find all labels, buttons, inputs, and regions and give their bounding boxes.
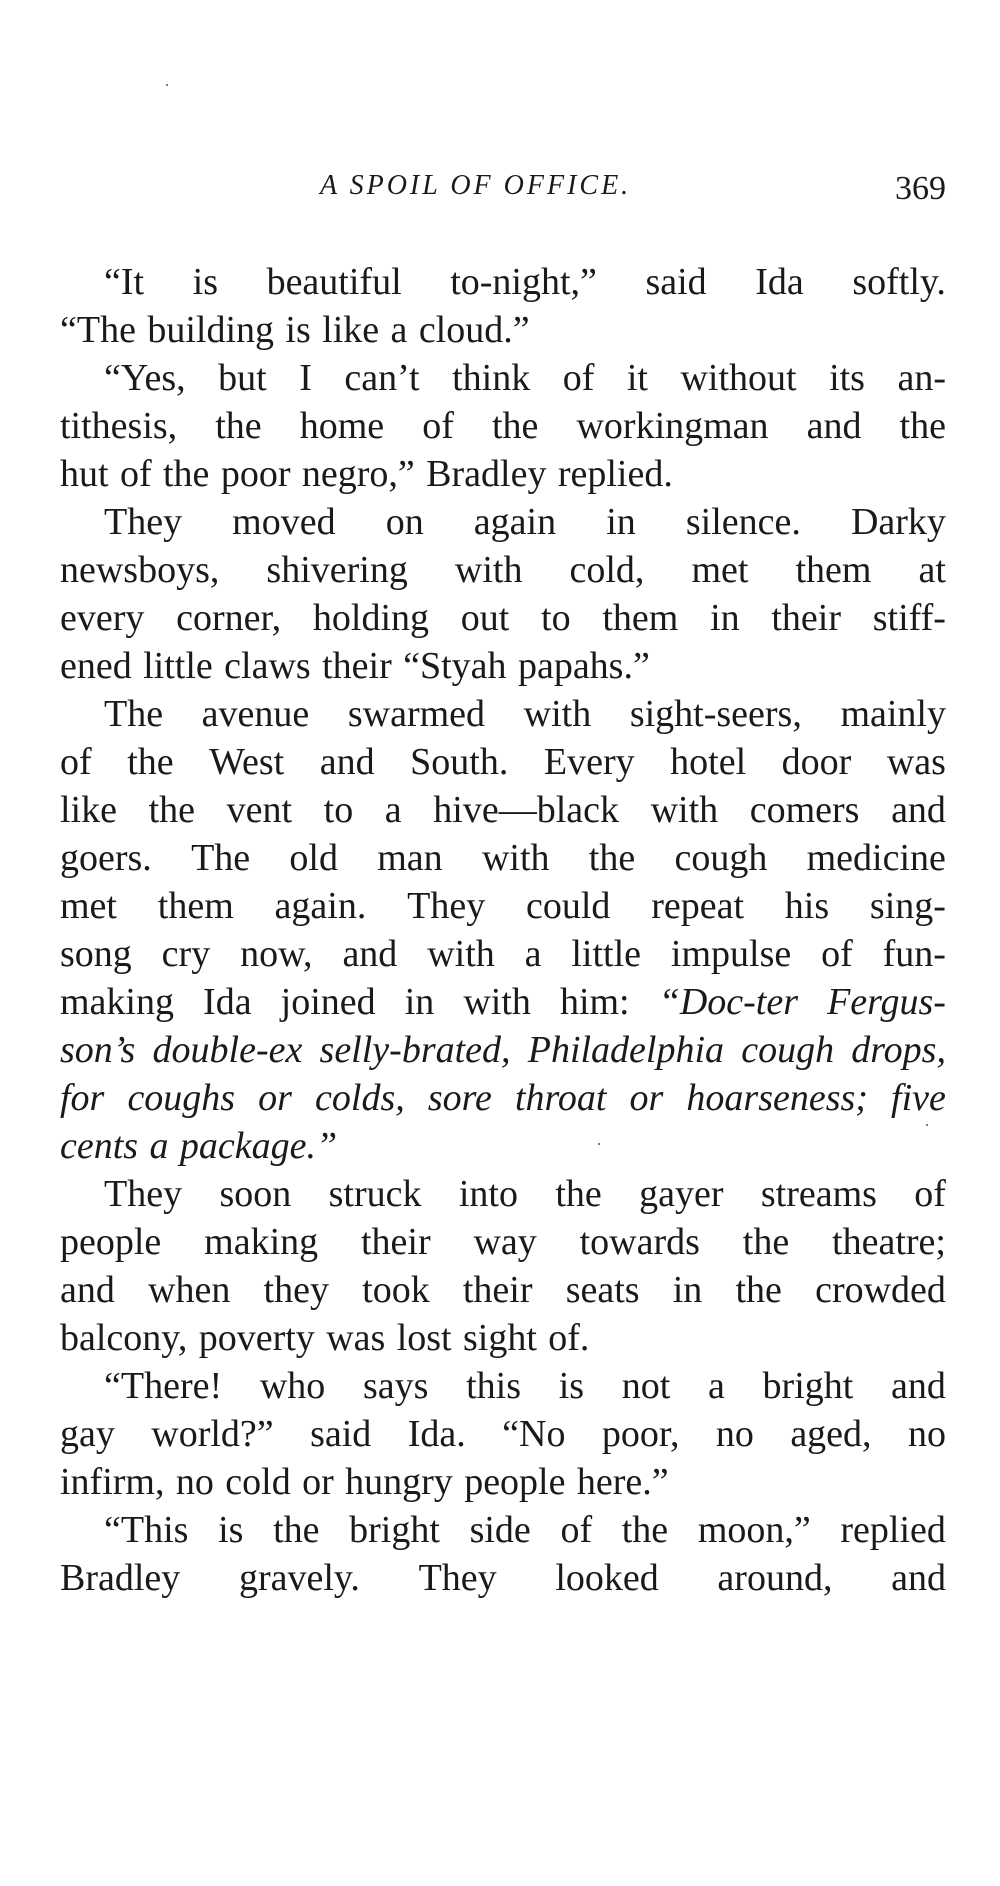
word: They [418,1557,497,1599]
word: met [691,549,749,591]
word: South. [410,741,509,783]
word: to-night,” [450,261,597,303]
word: cough [674,837,768,879]
text-line [60,1314,946,1362]
text-line [60,1074,946,1122]
word: swarmed [347,693,486,735]
word: the [215,405,262,447]
word: “Doc-ter [658,981,798,1023]
word: coughs [127,1077,236,1119]
word: man [377,837,443,879]
word: with [463,981,531,1023]
word: way [473,1221,537,1263]
running-title: A SPOIL OF OFFICE. [320,170,632,201]
word: colds, [315,1077,405,1119]
word: and [342,933,398,975]
text-line [60,402,946,450]
word: repeat [651,885,744,927]
word: I [299,357,312,399]
word: of. [548,1317,590,1359]
word: no [907,1413,946,1455]
word: little [143,645,213,687]
word: the [735,1269,782,1311]
word: of [60,741,92,783]
word: and [891,1365,946,1407]
word: the [899,405,946,447]
text-line [60,786,946,834]
word: Ida [755,261,804,303]
word: holding [312,597,430,639]
word: their [360,1221,431,1263]
word: double-ex [152,1029,303,1071]
word: is [558,1365,585,1407]
word: ened [60,645,132,687]
word: “This [104,1509,189,1551]
word: hut [60,453,109,495]
word: without [680,357,797,399]
word: poverty [198,1317,315,1359]
word: says [362,1365,429,1407]
word: replied. [557,453,673,495]
word: or [629,1077,664,1119]
word: tithesis, [60,405,178,447]
word: here.” [576,1461,669,1503]
text-line [60,354,946,402]
word: hungry [345,1461,453,1503]
text-line [60,594,946,642]
word: throat [514,1077,607,1119]
word: can’t [344,357,420,399]
word: people [60,1221,162,1263]
word: Ida [203,981,252,1023]
running-head [60,170,946,220]
word: them [157,885,234,927]
word: and [891,789,946,831]
text-line [60,1026,946,1074]
word: aged, [790,1413,872,1455]
word: in [672,1269,703,1311]
word: five [891,1077,946,1119]
word: Bradley [426,453,547,495]
word: of [914,1173,946,1215]
word: could [525,885,611,927]
word: Darky [850,501,946,543]
paper-speck [166,84,168,86]
text-line [60,1554,946,1602]
word: of [119,453,152,495]
word: the [742,1221,790,1263]
word: fun- [882,933,946,975]
word: poor, [601,1413,680,1455]
word: struck [328,1173,422,1215]
text-line [60,450,946,498]
word: selly-brated, [319,1029,511,1071]
word: they [263,1269,329,1311]
word: with [481,837,550,879]
word: with [427,933,495,975]
word: old [289,837,338,879]
word: of [560,1509,593,1551]
word: package.” [179,1125,338,1167]
word: claws [224,645,311,687]
word: the [621,1509,669,1551]
word: lost [396,1317,452,1359]
page-number: 369 [895,170,946,207]
word: and [806,405,862,447]
word: infirm, [60,1461,165,1503]
word: bright [349,1509,440,1551]
word: vent [226,789,293,831]
word: and [319,741,375,783]
word: door [781,741,852,783]
word: seats [565,1269,640,1311]
word: their [462,1269,533,1311]
word: papahs.” [517,645,650,687]
text-line [60,1218,946,1266]
word: to [323,789,354,831]
text-line [60,1410,946,1458]
word: the [555,1173,602,1215]
text-line [60,1458,946,1506]
word: their [771,597,841,639]
word: Ida. [407,1413,466,1455]
word: like [322,309,380,351]
text-line [60,546,946,594]
word: silence. [685,501,801,543]
word: a [707,1365,725,1407]
word: stiff- [872,597,946,639]
word: cloud.” [418,309,530,351]
text-line [60,498,946,546]
word: at [918,549,946,591]
word: who [259,1365,326,1407]
word: in [606,501,636,543]
word: was [886,741,946,783]
word: gay [60,1413,115,1455]
word: They [407,885,486,927]
word: again [473,501,557,543]
word: newsboys, [60,549,220,591]
word: looked [555,1557,659,1599]
word: think [452,357,531,399]
word: making [60,981,174,1023]
word: The [191,837,251,879]
word: like [60,789,117,831]
word: when [148,1269,231,1311]
word: is [192,261,218,303]
word: with [650,789,719,831]
word: comers [749,789,860,831]
word: shivering [266,549,408,591]
word: with [454,549,523,591]
text-line [60,1362,946,1410]
word: world?” [151,1413,274,1455]
word: drops, [851,1029,946,1071]
word: now, [240,933,313,975]
text-line [60,930,946,978]
word: beautiful [266,261,402,303]
word: or [302,1461,334,1503]
word: “Yes, [104,357,186,399]
word: the [127,741,174,783]
word: They [104,1173,183,1215]
word: negro,” [301,453,415,495]
word: again. [274,885,367,927]
text-line [60,882,946,930]
word: cents [60,1125,139,1167]
word: of [562,357,595,399]
word: poor [220,453,291,495]
word: Fergus- [827,981,946,1023]
word: was [326,1317,386,1359]
word: cold, [569,549,645,591]
text-line [60,834,946,882]
word: but [218,357,267,399]
word: his [784,885,830,927]
word: out [460,597,510,639]
word: “No [502,1413,566,1455]
word: balcony, [60,1317,188,1359]
text-line [60,642,946,690]
text-line [60,978,946,1026]
word: in [404,981,435,1023]
word: cough [741,1029,835,1071]
word: sore [427,1077,492,1119]
word: every [60,597,145,639]
word: no [715,1413,754,1455]
word: met [60,885,117,927]
word: Philadelphia [527,1029,725,1071]
word: is [218,1509,244,1551]
word: making [204,1221,319,1263]
word: corner, [176,597,282,639]
word: mainly [840,693,946,735]
body-text [60,258,946,1602]
word: son’s [60,1029,136,1071]
word: for [60,1077,105,1119]
word: him: [559,981,630,1023]
word: this [466,1365,521,1407]
word: is [285,309,311,351]
word: Every [543,741,635,783]
word: avenue [201,693,310,735]
text-line [60,1506,946,1554]
word: “Styah [403,645,507,687]
word: to [541,597,571,639]
word: said [310,1413,372,1455]
word: West [209,741,285,783]
word: “The [60,309,136,351]
word: the [148,789,196,831]
word: the [588,837,636,879]
word: “There! [104,1365,223,1407]
word: no [175,1461,214,1503]
word: it [626,357,648,399]
word: a [384,789,402,831]
word: streams [760,1173,877,1215]
word: cold [225,1461,291,1503]
word: them [602,597,679,639]
word: They [104,501,183,543]
text-line [60,1170,946,1218]
word: their [322,645,392,687]
word: towards [579,1221,700,1263]
word: and [891,1557,946,1599]
word: moved [232,501,336,543]
word: a [390,309,408,351]
word: replied [840,1509,946,1551]
word: an- [897,357,946,399]
word: with [523,693,592,735]
word: the [273,1509,320,1551]
word: said [645,261,707,303]
word: softly. [852,261,946,303]
word: sing- [869,885,946,927]
word: hoarseness; [686,1077,868,1119]
word: gravely. [238,1557,360,1599]
word: medicine [806,837,946,879]
word: took [362,1269,430,1311]
word: Bradley [60,1557,181,1599]
word: sight-seers, [629,693,802,735]
word: side [469,1509,531,1551]
word: a [524,933,542,975]
word: workingman [576,405,769,447]
word: little [571,933,642,975]
word: hotel [670,741,747,783]
text-line [60,1266,946,1314]
word: of [821,933,853,975]
text-line [60,306,946,354]
text-line [60,738,946,786]
word: home [299,405,385,447]
word: bright [762,1365,854,1407]
word: the [163,453,210,495]
word: and [60,1269,115,1311]
word: around, [717,1557,833,1599]
word: in [710,597,740,639]
word: “It [104,261,145,303]
word: of [422,405,454,447]
word: soon [219,1173,292,1215]
word: people [464,1461,566,1503]
word: not [621,1365,671,1407]
word: impulse [670,933,792,975]
text-line [60,690,946,738]
word: on [385,501,424,543]
word: crowded [815,1269,946,1311]
word: joined [280,981,376,1023]
word: moon,” [697,1509,811,1551]
word: song [60,933,132,975]
word: gayer [639,1173,724,1215]
word: a [149,1125,169,1167]
word: sight [462,1317,537,1359]
word: into [458,1173,518,1215]
word: goers. [60,837,152,879]
word: them [795,549,872,591]
word: the [491,405,539,447]
word: hive—black [433,789,619,831]
word: The [104,693,164,735]
word: cry [161,933,211,975]
word: its [829,357,865,399]
word: building [147,309,275,351]
text-line [60,1122,946,1170]
word: theatre; [832,1221,946,1263]
word: or [258,1077,292,1119]
text-line [60,258,946,306]
